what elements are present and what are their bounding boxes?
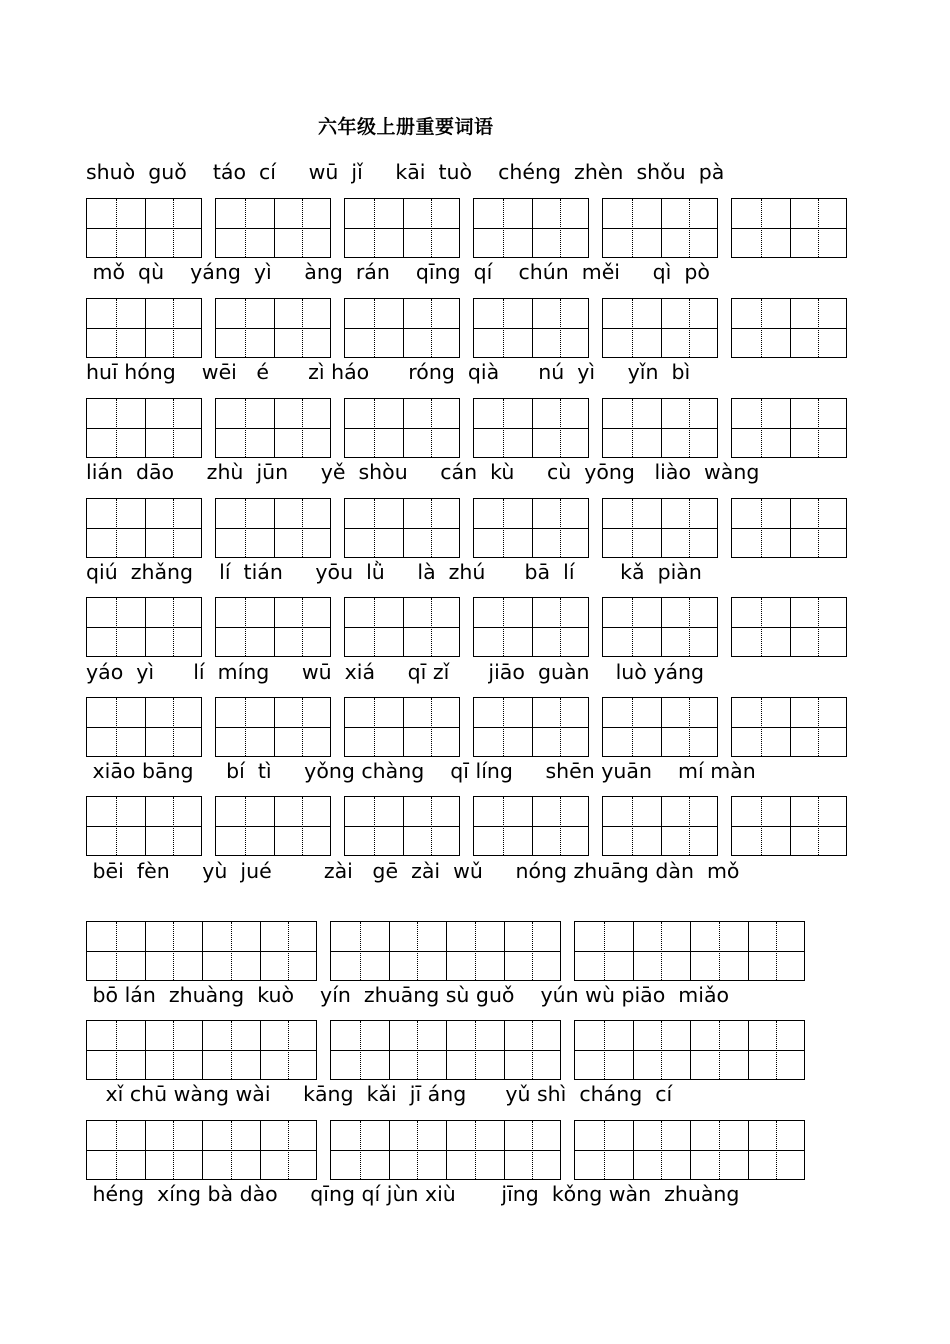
writing-grid <box>574 1020 805 1080</box>
pinyin-line: bō lán zhuàng kuò yín zhuāng sù guǒ yún wù piāo miǎo <box>86 983 730 1007</box>
tian-cell[interactable] <box>474 698 533 756</box>
tian-cell[interactable] <box>732 399 791 457</box>
tian-cell[interactable] <box>345 499 404 557</box>
writing-grid <box>473 796 589 856</box>
tian-cell[interactable] <box>575 1021 634 1079</box>
tian-cell[interactable] <box>403 499 461 557</box>
tian-cell[interactable] <box>87 1121 146 1179</box>
tian-cell[interactable] <box>345 698 404 756</box>
tian-cell[interactable] <box>661 299 719 357</box>
writing-grid <box>344 498 460 558</box>
tian-cell[interactable] <box>790 399 848 457</box>
tian-cell[interactable] <box>87 922 146 980</box>
tian-cell[interactable] <box>474 499 533 557</box>
tian-cell[interactable] <box>216 299 275 357</box>
tian-cell[interactable] <box>474 299 533 357</box>
tian-cell[interactable] <box>603 199 662 257</box>
writing-grid <box>574 921 805 981</box>
tian-cell[interactable] <box>145 797 203 855</box>
writing-grid <box>215 198 331 258</box>
tian-cell[interactable] <box>532 299 590 357</box>
tian-cell[interactable] <box>87 499 146 557</box>
tian-cell[interactable] <box>732 299 791 357</box>
pinyin-line: shuò guǒ táo cí wū jǐ kāi tuò chéng zhèn shǒu pà <box>86 160 725 184</box>
page-title: 六年级上册重要词语 <box>318 116 494 138</box>
tian-cell[interactable] <box>216 797 275 855</box>
tian-cell[interactable] <box>690 922 749 980</box>
writing-grid <box>344 796 460 856</box>
tian-cell[interactable] <box>532 499 590 557</box>
writing-grid <box>731 298 847 358</box>
writing-grid <box>344 298 460 358</box>
tian-cell[interactable] <box>87 1021 146 1079</box>
tian-cell[interactable] <box>732 598 791 656</box>
writing-grid <box>473 697 589 757</box>
tian-cell[interactable] <box>389 1121 448 1179</box>
tian-cell[interactable] <box>532 698 590 756</box>
writing-grid <box>215 498 331 558</box>
tian-cell[interactable] <box>603 299 662 357</box>
writing-grid <box>602 198 718 258</box>
writing-grid <box>86 498 202 558</box>
writing-grid <box>86 921 317 981</box>
tian-cell[interactable] <box>661 698 719 756</box>
tian-cell[interactable] <box>633 1121 692 1179</box>
writing-grid <box>731 796 847 856</box>
tian-cell[interactable] <box>87 299 146 357</box>
tian-cell[interactable] <box>661 399 719 457</box>
tian-cell[interactable] <box>87 797 146 855</box>
writing-grid <box>86 1120 317 1180</box>
writing-grid <box>602 398 718 458</box>
writing-grid <box>215 398 331 458</box>
tian-cell[interactable] <box>145 499 203 557</box>
writing-grid <box>473 298 589 358</box>
pinyin-line: yáo yì lí míng wū xiá qī zǐ jiāo guàn luò yáng <box>86 660 705 684</box>
tian-cell[interactable] <box>87 199 146 257</box>
tian-cell[interactable] <box>389 1021 448 1079</box>
tian-cell[interactable] <box>274 299 332 357</box>
tian-cell[interactable] <box>87 399 146 457</box>
pinyin-line: lián dāo zhù jūn yě shòu cán kù cù yōng liào wàng <box>86 460 760 484</box>
writing-grid <box>330 1020 561 1080</box>
tian-cell[interactable] <box>345 797 404 855</box>
tian-cell[interactable] <box>690 1021 749 1079</box>
tian-cell[interactable] <box>790 598 848 656</box>
writing-grid <box>574 1120 805 1180</box>
tian-cell[interactable] <box>403 299 461 357</box>
tian-cell[interactable] <box>748 922 806 980</box>
tian-cell[interactable] <box>633 1021 692 1079</box>
writing-grid <box>731 697 847 757</box>
tian-cell[interactable] <box>87 698 146 756</box>
writing-grid <box>215 796 331 856</box>
pinyin-line: huī hóng wēi é zì háo róng qià nú yì yǐn bì <box>86 360 691 384</box>
tian-cell[interactable] <box>474 199 533 257</box>
tian-cell[interactable] <box>145 698 203 756</box>
writing-grid <box>473 398 589 458</box>
tian-cell[interactable] <box>603 797 662 855</box>
tian-cell[interactable] <box>748 1121 806 1179</box>
writing-grid <box>344 697 460 757</box>
writing-grid <box>344 198 460 258</box>
tian-cell[interactable] <box>331 922 390 980</box>
tian-cell[interactable] <box>661 797 719 855</box>
tian-cell[interactable] <box>732 499 791 557</box>
tian-cell[interactable] <box>145 399 203 457</box>
tian-cell[interactable] <box>216 399 275 457</box>
tian-cell[interactable] <box>474 399 533 457</box>
tian-cell[interactable] <box>403 199 461 257</box>
writing-grid <box>330 921 561 981</box>
tian-cell[interactable] <box>345 199 404 257</box>
tian-cell[interactable] <box>145 1121 204 1179</box>
writing-grid <box>731 498 847 558</box>
writing-grid <box>86 198 202 258</box>
tian-cell[interactable] <box>532 797 590 855</box>
tian-cell[interactable] <box>790 199 848 257</box>
writing-grid <box>731 597 847 657</box>
pinyin-line: qiú zhǎng lí tián yōu lǜ là zhú bā lí kǎ piàn <box>86 560 702 584</box>
writing-grid <box>86 298 202 358</box>
tian-cell[interactable] <box>403 698 461 756</box>
tian-cell[interactable] <box>274 199 332 257</box>
tian-cell[interactable] <box>260 1021 318 1079</box>
pinyin-line: mǒ qù yáng yì àng rán qīng qí chún měi qì pò <box>86 260 710 284</box>
writing-grid <box>86 597 202 657</box>
writing-grid <box>602 498 718 558</box>
writing-grid <box>215 298 331 358</box>
tian-cell[interactable] <box>446 1021 505 1079</box>
tian-cell[interactable] <box>274 698 332 756</box>
tian-cell[interactable] <box>389 922 448 980</box>
writing-grid <box>86 796 202 856</box>
writing-grid <box>330 1120 561 1180</box>
tian-cell[interactable] <box>732 698 791 756</box>
tian-cell[interactable] <box>790 299 848 357</box>
tian-cell[interactable] <box>403 399 461 457</box>
writing-grid <box>602 597 718 657</box>
tian-cell[interactable] <box>202 922 261 980</box>
tian-cell[interactable] <box>790 499 848 557</box>
tian-cell[interactable] <box>732 797 791 855</box>
writing-grid <box>731 198 847 258</box>
writing-grid <box>86 1020 317 1080</box>
tian-cell[interactable] <box>145 922 204 980</box>
tian-cell[interactable] <box>474 797 533 855</box>
pinyin-line: héng xíng bà dào qīng qí jùn xiù jīng kǒng wàn zhuàng <box>86 1182 740 1206</box>
tian-cell[interactable] <box>790 797 848 855</box>
writing-grid <box>344 398 460 458</box>
tian-cell[interactable] <box>331 1121 390 1179</box>
tian-cell[interactable] <box>403 598 461 656</box>
tian-cell[interactable] <box>603 399 662 457</box>
tian-cell[interactable] <box>145 299 203 357</box>
tian-cell[interactable] <box>216 598 275 656</box>
tian-cell[interactable] <box>532 399 590 457</box>
tian-cell[interactable] <box>633 922 692 980</box>
writing-grid <box>473 198 589 258</box>
pinyin-line: xǐ chū wàng wài kāng kǎi jī áng yǔ shì cháng cí <box>86 1082 673 1106</box>
tian-cell[interactable] <box>603 499 662 557</box>
tian-cell[interactable] <box>202 1021 261 1079</box>
tian-cell[interactable] <box>260 922 318 980</box>
tian-cell[interactable] <box>790 698 848 756</box>
writing-grid <box>86 398 202 458</box>
tian-cell[interactable] <box>504 1021 562 1079</box>
tian-cell[interactable] <box>331 1021 390 1079</box>
tian-cell[interactable] <box>345 399 404 457</box>
writing-grid <box>215 697 331 757</box>
tian-cell[interactable] <box>661 199 719 257</box>
writing-grid <box>602 298 718 358</box>
tian-cell[interactable] <box>504 922 562 980</box>
writing-grid <box>344 597 460 657</box>
tian-cell[interactable] <box>603 698 662 756</box>
tian-cell[interactable] <box>202 1121 261 1179</box>
tian-cell[interactable] <box>575 922 634 980</box>
tian-cell[interactable] <box>661 598 719 656</box>
tian-cell[interactable] <box>274 598 332 656</box>
tian-cell[interactable] <box>345 299 404 357</box>
tian-cell[interactable] <box>145 598 203 656</box>
writing-grid <box>215 597 331 657</box>
tian-cell[interactable] <box>661 499 719 557</box>
writing-grid <box>473 597 589 657</box>
pinyin-line: bēi fèn yù jué zài gē zài wǔ nóng zhuāng dàn mǒ <box>86 859 740 883</box>
tian-cell[interactable] <box>274 399 332 457</box>
tian-cell[interactable] <box>260 1121 318 1179</box>
tian-cell[interactable] <box>403 797 461 855</box>
tian-cell[interactable] <box>345 598 404 656</box>
writing-grid <box>602 796 718 856</box>
tian-cell[interactable] <box>504 1121 562 1179</box>
tian-cell[interactable] <box>446 1121 505 1179</box>
tian-cell[interactable] <box>216 199 275 257</box>
tian-cell[interactable] <box>532 598 590 656</box>
tian-cell[interactable] <box>216 698 275 756</box>
tian-cell[interactable] <box>748 1021 806 1079</box>
tian-cell[interactable] <box>446 922 505 980</box>
tian-cell[interactable] <box>532 199 590 257</box>
writing-grid <box>473 498 589 558</box>
tian-cell[interactable] <box>474 598 533 656</box>
pinyin-line: xiāo bāng bí tì yǒng chàng qī líng shēn yuān mí màn <box>86 759 756 783</box>
tian-cell[interactable] <box>575 1121 634 1179</box>
writing-grid <box>86 697 202 757</box>
tian-cell[interactable] <box>145 1021 204 1079</box>
writing-grid <box>602 697 718 757</box>
tian-cell[interactable] <box>603 598 662 656</box>
tian-cell[interactable] <box>690 1121 749 1179</box>
tian-cell[interactable] <box>216 499 275 557</box>
tian-cell[interactable] <box>145 199 203 257</box>
writing-grid <box>731 398 847 458</box>
tian-cell[interactable] <box>274 499 332 557</box>
tian-cell[interactable] <box>274 797 332 855</box>
tian-cell[interactable] <box>87 598 146 656</box>
tian-cell[interactable] <box>732 199 791 257</box>
